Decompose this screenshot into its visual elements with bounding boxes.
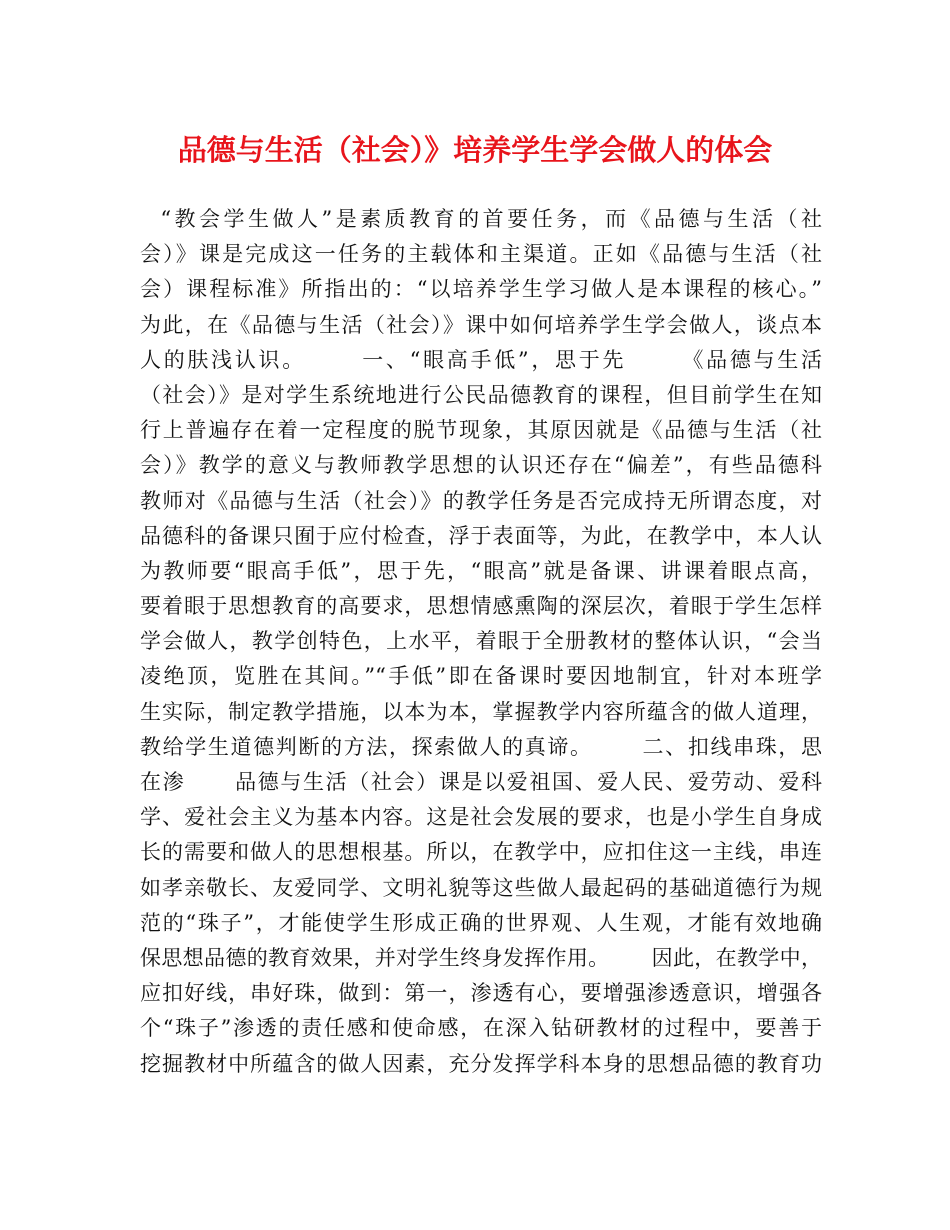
body-line: 人的肤浅认识。 一、“眼高手低”，思于先 《品德与生活 (140, 347, 822, 372)
body-line: 如孝亲敬长、友爱同学、文明礼貌等这些做人最起码的基础道德行为规 (140, 875, 822, 900)
body-line: 会）》教学的意义与教师教学思想的认识还存在“偏差”，有些品德科 (140, 453, 822, 478)
body-line: （社会）》是对学生系统地进行公民品德教育的课程，但目前学生在知 (140, 382, 822, 407)
body-line: 教给学生道德判断的方法，探索做人的真谛。 二、扣线串珠，思 (140, 734, 822, 759)
body-line: 保思想品德的教育效果，并对学生终身发挥作用。 因此，在教学中， (140, 945, 822, 970)
body-line: 生实际，制定教学措施，以本为本，掌握教学内容所蕴含的做人道理， (140, 699, 822, 724)
body-line: 为此，在《品德与生活（社会）》课中如何培养学生学会做人，谈点本 (140, 312, 822, 337)
body-line: 学会做人，教学创特色，上水平，着眼于全册教材的整体认识，“会当 (140, 629, 822, 654)
body-line: 行上普遍存在着一定程度的脱节现象，其原因就是《品德与生活（社 (140, 418, 822, 443)
document-body (140, 202, 822, 1082)
body-line: 在渗 品德与生活（社会）课是以爱祖国、爱人民、爱劳动、爱科 (140, 770, 822, 794)
body-line: 凌绝顶，览胜在其间。”“手低”即在备课时要因地制宜，针对本班学 (140, 664, 822, 689)
body-line: 要着眼于思想教育的高要求，思想情感熏陶的深层次，着眼于学生怎样 (140, 594, 822, 619)
body-line: 教师对《品德与生活（社会）》的教学任务是否完成持无所谓态度，对 (140, 488, 822, 513)
body-line: 长的需要和做人的思想根基。所以，在教学中，应扣住这一主线，串连 (140, 840, 822, 865)
body-line: 学、爱社会主义为基本内容。这是社会发展的要求，也是小学生自身成 (140, 805, 822, 830)
body-line: 品德科的备课只囿于应付检查，浮于表面等，为此，在教学中，本人认 (140, 523, 822, 548)
body-line: 范的“珠子”，才能使学生形成正确的世界观、人生观，才能有效地确 (140, 910, 822, 935)
document-title: 品德与生活（社会）》培养学生学会做人的体会 (177, 133, 773, 167)
body-line: 会）课程标准》所指出的：“以培养学生学习做人是本课程的核心。” (140, 277, 822, 302)
body-line: 应扣好线，串好珠，做到：第一，渗透有心，要增强渗透意识，增强各 (140, 981, 822, 1006)
body-line: 为教师要“眼高手低”，思于先，“眼高”就是备课、讲课着眼点高， (140, 558, 822, 583)
body-line: 个“珠子”渗透的责任感和使命感，在深入钻研教材的过程中，要善于 (140, 1016, 822, 1041)
body-line: 会）》课是完成这一任务的主载体和主渠道。正如《品德与生活（社 (140, 242, 822, 267)
body-line: 挖掘教材中所蕴含的做人因素，充分发挥学科本身的思想品德的教育功 (140, 1051, 822, 1076)
body-line: “教会学生做人”是素质教育的首要任务，而《品德与生活（社 (140, 207, 822, 231)
